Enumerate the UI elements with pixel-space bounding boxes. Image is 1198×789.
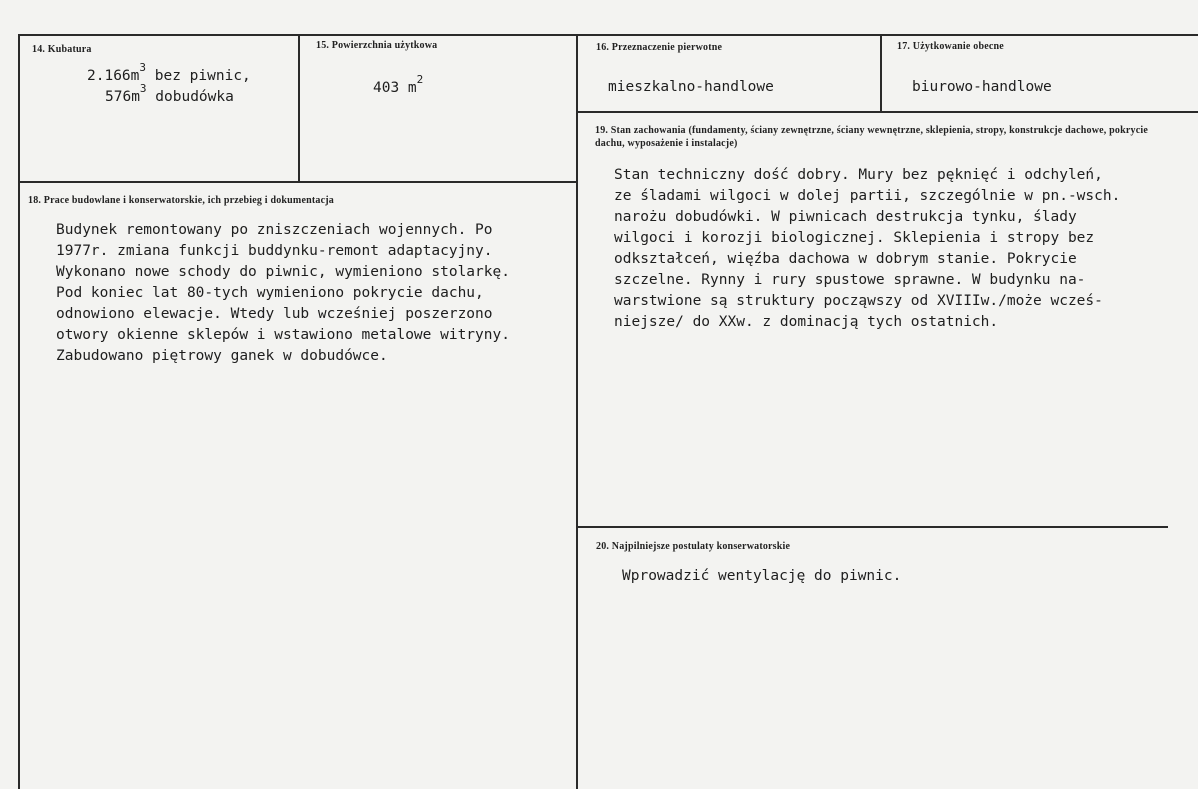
field-18-line: Zabudowano piętrowy ganek w dobudówce.: [56, 348, 388, 364]
field-18-label: 18. Prace budowlane i konserwatorskie, ich przebieg i dokumentacja: [28, 195, 334, 206]
left-border: [18, 34, 20, 789]
field-19-line: warstwione są struktury począwszy od XVIIIw./może wcześ-: [614, 293, 1103, 309]
divider-14-15: [298, 34, 300, 182]
field-19-line: szczelne. Rynny i rury spustowe sprawne. W budynku na-: [614, 272, 1086, 288]
field-20-label: 20. Najpilniejsze postulaty konserwatorskie: [596, 541, 791, 552]
field-18-line: otwory okienne sklepów i wstawiono metalowe witryny.: [56, 327, 510, 343]
field-19-line: narożu dobudówki. W piwnicach destrukcja tynku, ślady: [614, 209, 1077, 225]
rule-under-16-17: [576, 111, 1198, 113]
rule-under-14-15: [18, 181, 578, 183]
field-14-label: 14. Kubatura: [32, 44, 92, 55]
field-20-value: Wprowadzić wentylację do piwnic.: [622, 568, 902, 584]
field-16-value: mieszkalno-handlowe: [608, 79, 774, 95]
field-19-line: odkształceń, więźba dachowa w dobrym stanie. Pokrycie: [614, 251, 1077, 267]
center-divider: [576, 34, 578, 789]
field-17-value: biurowo-handlowe: [912, 79, 1052, 95]
field-16-label: 16. Przeznaczenie pierwotne: [596, 42, 723, 53]
field-14-value-line1: $2.166m^3$ bez piwnic,: [87, 61, 251, 84]
field-15-label: 15. Powierzchnia użytkowa: [316, 40, 438, 51]
field-19-label: 19. Stan zachowania (fundamenty, ściany zewnętrzne, ściany wewnętrzne, sklepienia, stropy, konstrukcje dachowe, pokrycie dachu, wyposażenie i instalacje): [595, 125, 1148, 149]
field-15-value: 403 $m^2$: [373, 73, 424, 96]
field-18-line: Budynek remontowany po zniszczeniach wojennych. Po: [56, 222, 493, 238]
rule-under-19: [576, 526, 1168, 528]
top-rule: [18, 34, 1198, 36]
divider-16-17: [880, 34, 882, 112]
field-14-value-line2: $576m^3$ dobudówka: [105, 82, 234, 105]
field-18-line: 1977r. zmiana funkcji buddynku-remont adaptacyjny.: [56, 243, 493, 259]
field-19-line: wilgoci i korozji biologicznej. Sklepienia i stropy bez: [614, 230, 1095, 246]
field-19-line: ze śladami wilgoci w dolej partii, szczególnie w pn.-wsch.: [614, 188, 1121, 204]
field-18-line: Pod koniec lat 80-tych wymieniono pokrycie dachu,: [56, 285, 484, 301]
field-19-line: Stan techniczny dość dobry. Mury bez pęknięć i odchyleń,: [614, 167, 1103, 183]
field-19-line: niejsze/ do XXw. z dominacją tych ostatnich.: [614, 314, 999, 330]
field-18-line: odnowiono elewacje. Wtedy lub wcześniej poszerzono: [56, 306, 493, 322]
field-17-label: 17. Użytkowanie obecne: [897, 41, 1004, 52]
field-18-line: Wykonano nowe schody do piwnic, wymieniono stolarkę.: [56, 264, 510, 280]
